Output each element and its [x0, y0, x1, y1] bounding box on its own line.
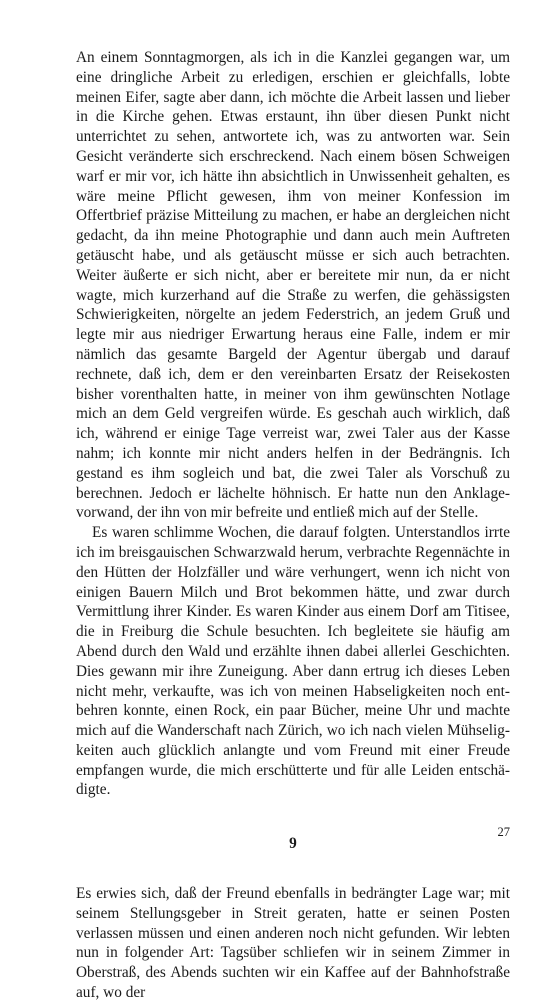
chapter-number: 9 — [289, 835, 297, 853]
page-body — [76, 48, 510, 1003]
paragraph-2: Es waren schlimme Wochen, die darauf folgten. Unterstandlos irrte ich im breisgauischen Schwarzwald herum, verbrachte Regennächte in den Hütten der Holzfäller und wäre verhungert, wenn ich nicht von einigen Bauern Milch und Brot bekommen hätte, und zwar durch Vermittlung ihrer Kinder. Es waren Kinder aus einem Dorf am Titisee, die in Freiburg die Schule besuchten. Ich begleitete sie häufig am Abend durch den Wald und erzählte ihnen dabei allerlei Geschichten. Dies gewann mir ihre Zuneigung. Aber dann ertrug ich dieses Leben nicht mehr, verkaufte, was ich von meinen Habseligkeiten noch entbehren konnte, einen Rock, ein paar Bücher, meine Uhr und machte mich auf die Wanderschaft nach Zürich, wo ich nach vielen Mühseligkeiten auch glücklich anlangte und vom Freund mit einer Freude empfangen wurde, die mich erschütterte und für alle Leiden entschädigte. — [76, 524, 510, 799]
page-number: 27 — [497, 825, 510, 839]
paragraph-3: Es erwies sich, daß der Freund ebenfalls in bedrängter Lage war; mit seinem Stellungsgeber in Streit geraten, hatte er seinen Posten verlassen müssen und einen anderen noch nicht gefunden. Wir lebten nun in folgender Art: Tagsüber schliefen wir in seinem Zimmer in Oberstraß, des Abends suchten wir ein Kaffee auf der Bahnhofstraße auf, wo der — [76, 885, 510, 1002]
paragraph-1: An einem Sonntagmorgen, als ich in die Kanzlei gegangen war, um eine dringliche Arbeit zu erledigen, erschien er gleichfalls, lobte meinen Eifer, sagte aber dann, ich möchte die Arbeit lassen und lieber in die Kirche gehen. Etwas erstaunt, ihn über diesen Punkt nicht unterrichtet zu sehen, antwortete ich, was zu antworten war. Sein Gesicht veränderte sich erschreckend. Nach einem bösen Schweigen warf er mir vor, ich hätte ihn absichtlich in Unwissenheit gehalten, es wäre meine Pflicht gewesen, ihm von meiner Konfession im Offertbrief präzise Mitteilung zu machen, er habe an dergleichen nicht gedacht, da ihn meine Photographie und dann auch mein Auftreten getäuscht habe, und als getäuscht müsse er sich auch betrachten. Weiter äußerte er sich nicht, aber er bereitete mir nun, da er nicht wagte, mich kurzerhand auf die Straße zu werfen, die gehässigsten Schwierigkeiten, nörgelte an jedem Federstrich, an jedem Gruß und legte mir aus niedriger Erwartung heraus eine Falle, indem er mir nämlich das gesamte Bargeld der Agentur übergab und darauf rechnete, daß ich, dem er den vereinbarten Ersatz der Reisekosten bisher vorenthalten hatte, in meiner von ihm gewünschten Notlage mich an dem Geld vergreifen würde. Es geschah auch wirklich, daß ich, während er einige Tage verreist war, zwei Taler aus der Kasse nahm; ich konnte mir nicht anders helfen in der Bedrängnis. Ich gestand es ihm sogleich und bat, die zwei Taler als Vorschuß zu berechnen. Jedoch er lächelte höhnisch. Er hatte nun den Anklagevorwand, der ihn von mir befreite und entließ mich auf der Stelle. — [76, 49, 510, 522]
